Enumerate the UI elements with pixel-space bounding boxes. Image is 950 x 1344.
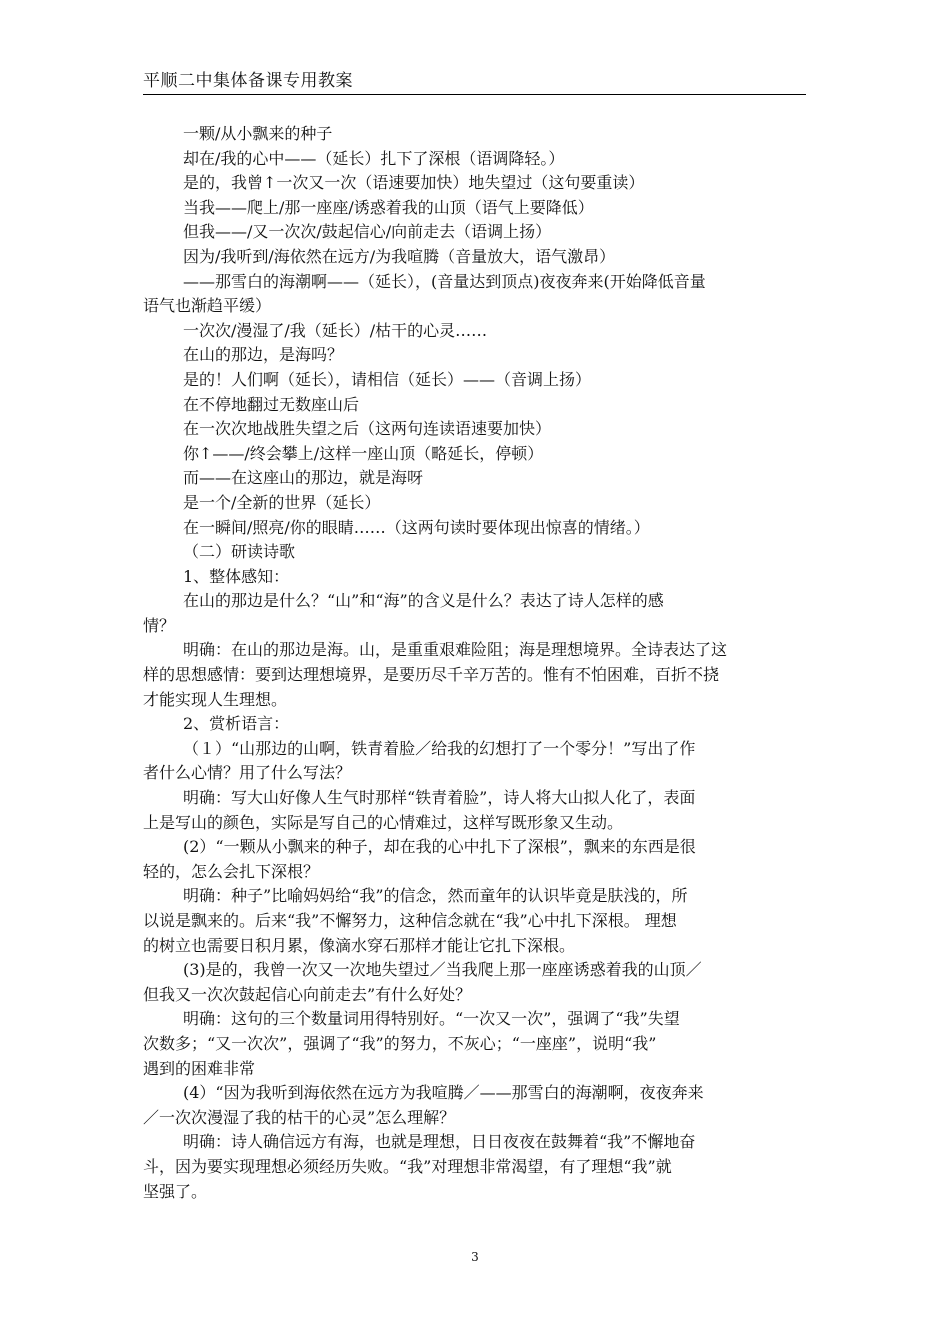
text-line: 但我——/又一次次/鼓起信心/向前走去（语调上扬） [183, 222, 552, 242]
document-body [143, 122, 813, 1204]
text-line: (4）“因为我听到海依然在远方为我喧腾／——那雪白的海潮啊，夜夜奔来 [183, 1083, 704, 1103]
text-line: 2、赏析语言： [183, 714, 290, 734]
text-line: (3)是的，我曾一次又一次地失望过／当我爬上那一座座诱惑着我的山顶／ [183, 960, 702, 980]
text-line: 1、整体感知： [183, 566, 290, 586]
text-line: 但我又一次次鼓起信心向前走去”有什么好处？ [143, 984, 472, 1004]
text-line: 明确：这句的三个数量词用得特别好。“一次又一次”，强调了“我”失望 [183, 1009, 680, 1029]
text-line: 明确：种子”比喻妈妈给“我”的信念，然而童年的认识毕竟是肤浅的，所 [183, 886, 688, 906]
text-line: 语气也渐趋平缓） [143, 296, 272, 316]
text-line: 坚强了。 [143, 1181, 208, 1201]
text-line: 是的，我曾↑一次又一次（语速要加快）地失望过（这句要重读） [183, 173, 645, 193]
text-line: 明确：在山的那边是海。山，是重重艰难险阻；海是理想境界。全诗表达了这 [183, 640, 728, 660]
page-header [143, 66, 806, 95]
text-line: 在不停地翻过无数座山后 [183, 394, 360, 414]
header-title: 平顺二中集体备课专用教案 [143, 71, 353, 91]
text-line: （二）研读诗歌 [183, 542, 296, 562]
text-line: 一次次/漫湿了/我（延长）/枯干的心灵…… [183, 320, 488, 340]
text-line: 轻的，怎么会扎下深根？ [143, 861, 320, 881]
text-line: 的树立也需要日积月累，像滴水穿石那样才能让它扎下深根。 [143, 935, 576, 955]
text-line: 在山的那边，是海吗？ [183, 345, 344, 365]
text-line: (2）“一颗从小飘来的种子，却在我的心中扎下了深根”，飘来的东西是很 [183, 837, 696, 857]
text-line: ——那雪白的海潮啊——（延长），(音量达到顶点)夜夜奔来(开始降低音量 [183, 271, 706, 291]
text-line: 斗，因为要实现理想必须经历失败。“我”对理想非常渴望，有了理想“我”就 [143, 1156, 672, 1176]
text-line: 你↑——/终会攀上/这样一座山顶（略延长，停顿） [183, 443, 544, 463]
text-line: 遇到的困难非常 [143, 1058, 256, 1078]
text-line: 在一瞬间/照亮/你的眼睛……（这两句读时要体现出惊喜的情绪。） [183, 517, 650, 537]
text-line: 样的思想感情：要到达理想境界，是要历尽千辛万苦的。惟有不怕困难，百折不挠 [143, 665, 720, 685]
text-line: 在山的那边是什么？“山”和“海”的含义是什么？表达了诗人怎样的感 [183, 591, 664, 611]
page-number: 3 [471, 1250, 479, 1264]
text-line: 上是写山的颜色，实际是写自己的心情难过，这样写既形象又生动。 [143, 812, 624, 832]
text-line: ／一次次漫湿了我的枯干的心灵”怎么理解？ [143, 1107, 456, 1127]
text-line: 却在/我的心中——（延长）扎下了深根（语调降轻。） [183, 148, 565, 168]
text-line: 一颗/从小飘来的种子 [183, 124, 333, 143]
text-line: 明确：写大山好像人生气时那样“铁青着脸”，诗人将大山拟人化了，表面 [183, 788, 696, 808]
text-line: 以说是飘来的。后来“我”不懈努力，这种信念就在“我”心中扎下深根。 理想 [143, 911, 677, 930]
text-line: （１）“山那边的山啊，铁青着脸／给我的幻想打了一个零分！”写出了作 [183, 738, 696, 758]
text-line: 当我——爬上/那一座座/诱惑着我的山顶（语气上要降低） [183, 197, 594, 217]
text-line: 在一次次地战胜失望之后（这两句连读语速要加快） [183, 419, 552, 439]
text-line: 情？ [143, 615, 176, 635]
text-line: 才能实现人生理想。 [143, 689, 288, 709]
text-line: 者什么心情？用了什么写法？ [143, 763, 352, 783]
text-line: 因为/我听到/海依然在远方/为我喧腾（音量放大，语气激昂） [183, 246, 616, 266]
text-line: 是的！人们啊（延长），请相信（延长）——（音调上扬） [183, 369, 592, 389]
text-line: 是一个/全新的世界（延长） [183, 492, 381, 512]
text-line: 次数多；“又一次次”，强调了“我”的努力，不灰心；“一座座”，说明“我” [143, 1033, 657, 1053]
text-line: 而——在这座山的那边，就是海呀 [183, 468, 424, 488]
text-line: 明确：诗人确信远方有海，也就是理想，日日夜夜在鼓舞着“我”不懈地奋 [183, 1132, 696, 1152]
